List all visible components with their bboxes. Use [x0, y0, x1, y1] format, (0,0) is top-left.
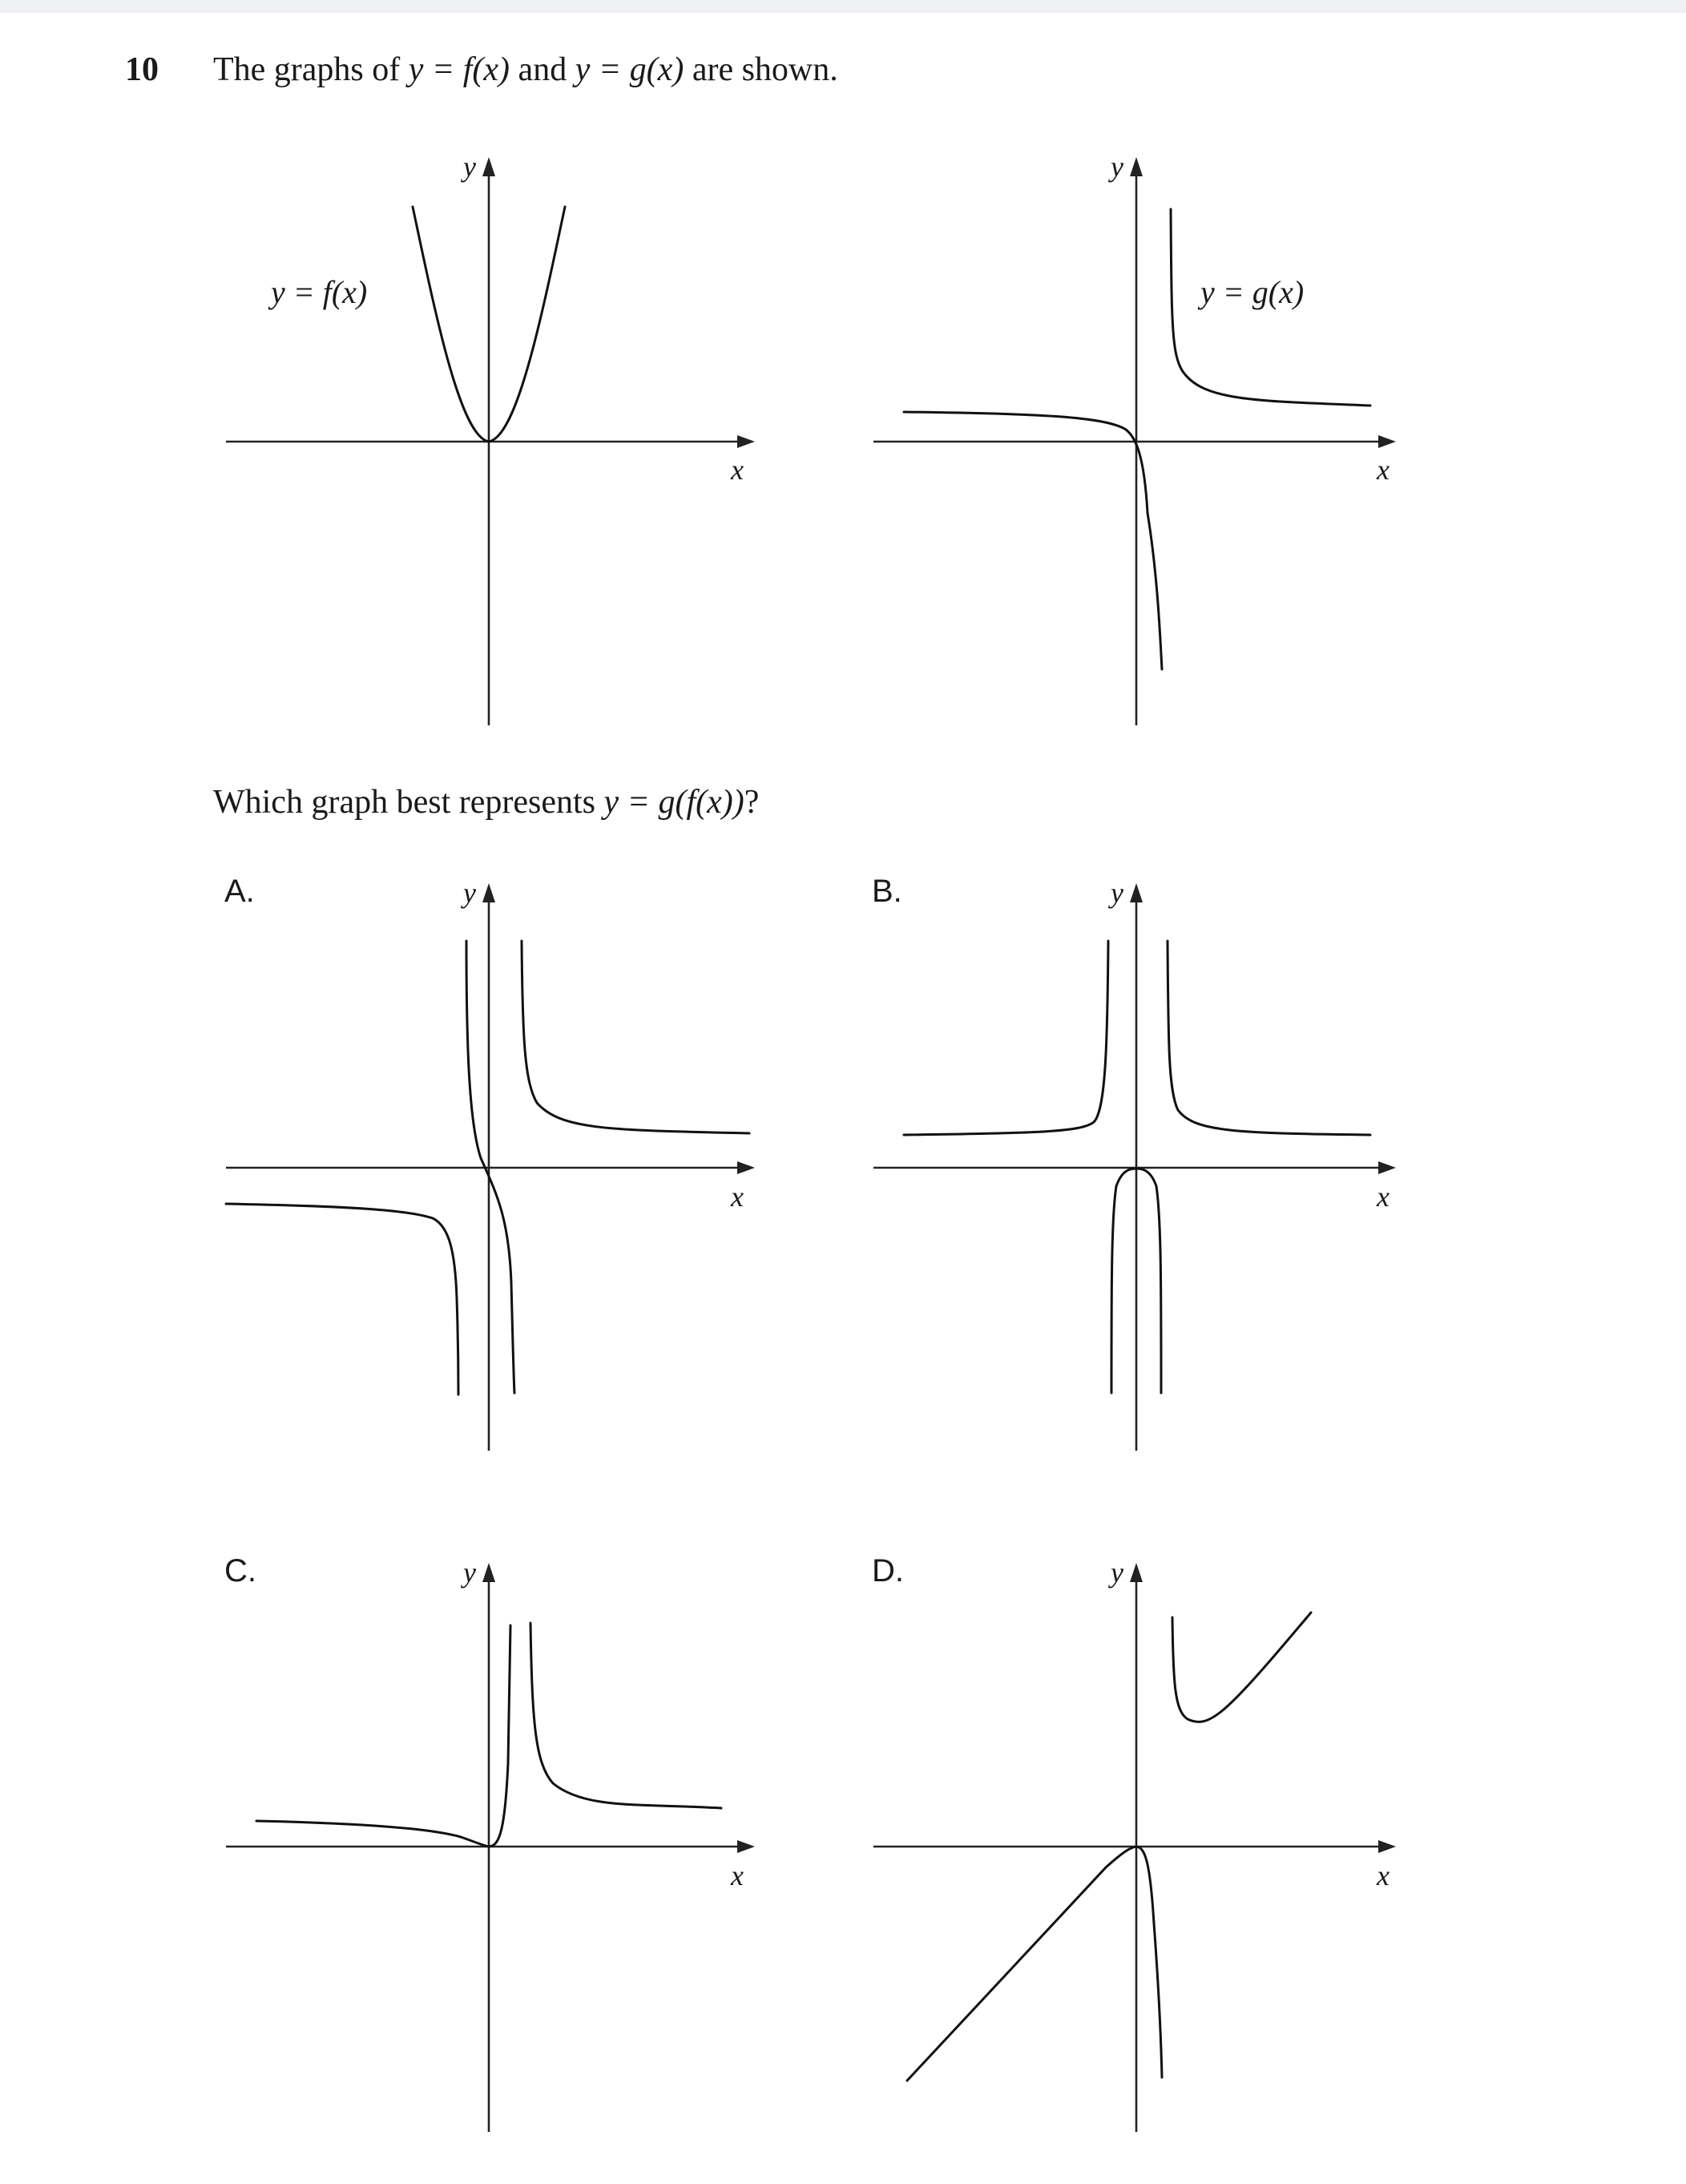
stem-g-expression: y = g(x)	[575, 51, 684, 88]
option-a-far-left-branch	[226, 1204, 458, 1395]
option-d-label[interactable]: D.	[872, 1553, 904, 1589]
option-d-x-label: x	[1377, 1859, 1390, 1891]
stem-f-expression: y = f(x)	[408, 51, 510, 88]
option-d-left-branch	[907, 1847, 1162, 2081]
option-a-y-arrow	[482, 883, 495, 902]
option-a-middle-branch	[466, 941, 514, 1393]
option-d-y-label: y	[1111, 1556, 1123, 1589]
option-a-x-label: x	[731, 1181, 744, 1213]
option-d-graph	[872, 1553, 1396, 2132]
prompt-suffix: ?	[744, 784, 760, 821]
prompt-expression: y = g(f(x))	[603, 784, 744, 821]
option-d-right-branch	[1172, 1613, 1311, 1722]
graph-f-x-label: x	[731, 454, 744, 486]
option-b-label[interactable]: B.	[872, 874, 902, 909]
graph-f-curve	[413, 207, 565, 442]
graph-f-y-arrow	[482, 157, 495, 176]
option-a-graph	[224, 874, 755, 1451]
graph-g-curve-label: y = g(x)	[1200, 274, 1305, 310]
option-a-right-branch	[522, 941, 749, 1133]
graph-g-right-branch	[1171, 209, 1370, 406]
stem-suffix: are shown.	[684, 51, 838, 88]
top-band	[0, 0, 1686, 13]
option-b-x-arrow	[1378, 1161, 1396, 1174]
option-c-y-label: y	[463, 1556, 476, 1589]
graph-g	[873, 151, 1396, 725]
graph-g-y-arrow	[1130, 157, 1143, 176]
option-c-y-arrow	[482, 1563, 495, 1582]
stem-prefix: The graphs of	[213, 51, 409, 88]
option-c-right-branch	[530, 1623, 721, 1808]
graph-g-x-label: x	[1377, 454, 1390, 486]
option-b-right-branch	[1168, 941, 1370, 1135]
option-b-y-label: y	[1111, 877, 1123, 909]
option-c-left-branch	[256, 1625, 510, 1847]
option-d-x-arrow	[1378, 1840, 1396, 1853]
graph-f-curve-label: y = f(x)	[271, 274, 368, 310]
graph-g-left-branch	[904, 412, 1162, 669]
question-stem	[213, 53, 838, 87]
question-number: 10	[125, 51, 159, 88]
graph-f	[226, 151, 755, 725]
option-c-x-arrow	[737, 1840, 755, 1853]
option-b-middle-branch	[1111, 1169, 1161, 1393]
prompt-prefix: Which graph best represents	[213, 784, 604, 821]
option-a-label[interactable]: A.	[224, 874, 255, 909]
question-prompt	[213, 785, 759, 819]
graph-g-x-arrow	[1378, 435, 1396, 448]
option-b-x-label: x	[1377, 1181, 1390, 1213]
option-c-label[interactable]: C.	[224, 1553, 256, 1589]
option-a-x-arrow	[737, 1161, 755, 1174]
option-c-x-label: x	[731, 1859, 744, 1891]
option-b-y-arrow	[1130, 883, 1143, 902]
option-c-graph	[224, 1553, 755, 2132]
graph-g-y-label: y	[1111, 151, 1123, 183]
graph-f-x-arrow	[737, 435, 755, 448]
graph-f-y-label: y	[463, 151, 476, 183]
option-b-graph	[872, 874, 1396, 1451]
option-b-left-branch	[904, 941, 1108, 1135]
option-d-y-arrow	[1130, 1563, 1143, 1582]
stem-and: and	[510, 51, 575, 88]
option-a-y-label: y	[463, 877, 476, 909]
